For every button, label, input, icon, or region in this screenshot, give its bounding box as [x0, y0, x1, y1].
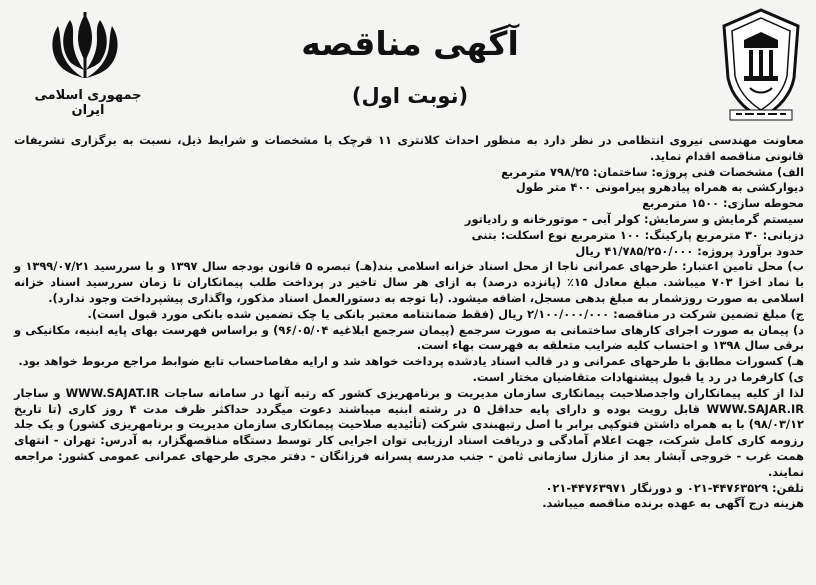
deductions-paragraph: هـ) کسورات مطابق با طرحهای عمرانی و در قالب اسناد یادشده پرداخت خواهد شد و ارایه مفاصاحساب تابع ضوابط مراجع مربوط خواهد بود.	[18, 354, 804, 369]
contract-paragraph: د) پیمان به صورت اجرای کارهای ساختمانی به صورت سرجمع (پیمان سرجمع ابلاغیه ۹۶/۰۵/۰۴) و براساس فهرست بهای پایه ابنیه، مکانیکی و برقی سال ۱۳۹۸ و احتساب کلیه ضرایب متعلقه به فهرست بهاء است.	[14, 322, 804, 353]
spec-heading: الف) مشخصات فنی پروژه: ساختمان: ۷۹۸/۲۵ مترمربع	[501, 164, 804, 179]
invitation-paragraph: لذا از کلیه پیمانکاران واجدصلاحیت پیمانکاری سازمان مدیریت و برنامهریزی کشور که رتبه آنها در سامانه ساجات WWW.SAJAT.IR و ساجار WWW.SAJAR.IR قابل رویت بوده و دارای پایه حداقل ۵ در رشته ابنیه میباشند دعوت میگردد حداکثر ظرف مدت ۴ روز کاری (تا تاریخ ۹۸/۰۳/۱۲) با به همراه داشتن فتوکپی برابر با اصل رتبهبندی شرکت (تأئیدیه صلاحیت پیمانکاری سازمان مدیریت و برنامهریزی کشور) و یک جلد رزومه کاری کامل شرکت، جهت اعلام آمادگی و دریافت اسناد ارزیابی توان اجرایی کار توسط دستگاه مناقصهگزار، به آدرس: تهران - انتهای همت غرب - خروجی آبشار بعد از منازل سازمانی ثامن - جنب مدرسه پسرانه فرزانگان - دفتر مجری طرحهای عمرانی عمومی کشور: مراجعه نمایند.	[14, 385, 805, 479]
intro-paragraph: معاونت مهندسی نیروی انتظامی در نظر دارد به منظور احداث کلانتری ۱۱ قرچک با مشخصات و شرایط ذیل، نسبت به برگزاری تشریفات قانونی مناقصه اقدام نماید.	[14, 133, 804, 163]
guarantee-paragraph: ج) مبلغ تضمین شرکت در مناقصه: ۲/۱۰۰/۰۰۰/۰۰۰ ریال (فقط ضمانتنامه معتبر بانکی یا چک تضمین شده بانکی مورد قبول است).	[87, 306, 804, 321]
police-emblem-icon	[720, 6, 802, 124]
funding-paragraph: ب) محل تامین اعتبار: طرحهای عمرانی ناجا از محل اسناد خزانه اسلامی بند(هـ) تبصره ۵ قانون بودجه سال ۱۳۹۷ و با سررسید ۱۳۹۹/۰۷/۲۱ و با نماد اخزا ۷۰۳ میباشد. مبلغ معادل ۱۵٪ (پانزده درصد) به ازای هر سال تاخیر در پرداخت طلب پیمانکاران تا زمان سررسید اسناد خزانه اسلامی به صورت روزشمار به مبلغ بدهی مسجل، اضافه میشود. (با توجه به دستورالعمل اسناد مذکور، واگذاری پیشپرداخت وجود ندارد).	[14, 259, 804, 305]
notice-title: آگهی مناقصه	[301, 24, 519, 63]
iran-emblem-icon	[40, 10, 130, 82]
footer-line: هزینه درج آگهی به عهده برنده مناقصه میباشد.	[542, 496, 804, 511]
country-name: جمهوری اسلامی ایران	[34, 88, 142, 118]
employer-paragraph: ی) کارفرما در رد یا قبول پیشنهادات متقاضیان مختار است.	[472, 369, 804, 384]
spec-hvac: سیستم گرمایش و سرمایش: کولر آبی - موتورخانه و رادیاتور	[464, 211, 804, 226]
spec-estimate: حدود برآورد پروژه: ۴۱/۷۸۵/۲۵۰/۰۰۰ ریال	[575, 243, 804, 258]
notice-body	[14, 133, 804, 512]
spec-wall: دیوارکشی به همراه پیادهرو پیرامونی ۴۰۰ متر طول	[515, 180, 804, 195]
spec-yard: محوطه سازی: ۱۵۰۰ مترمربع	[642, 196, 804, 211]
phone-line: تلفن: ۴۴۷۶۳۵۲۹-۰۲۱ و دورنگار ۴۴۷۶۳۹۷۱-۰۲۱	[545, 480, 804, 495]
spec-guard: دزبانی: ۳۰ مترمربع پارکینگ: ۱۰۰ مترمربع نوع اسکلت: بتنی	[471, 227, 804, 242]
notice-subtitle: (نوبت اول)	[351, 84, 469, 108]
